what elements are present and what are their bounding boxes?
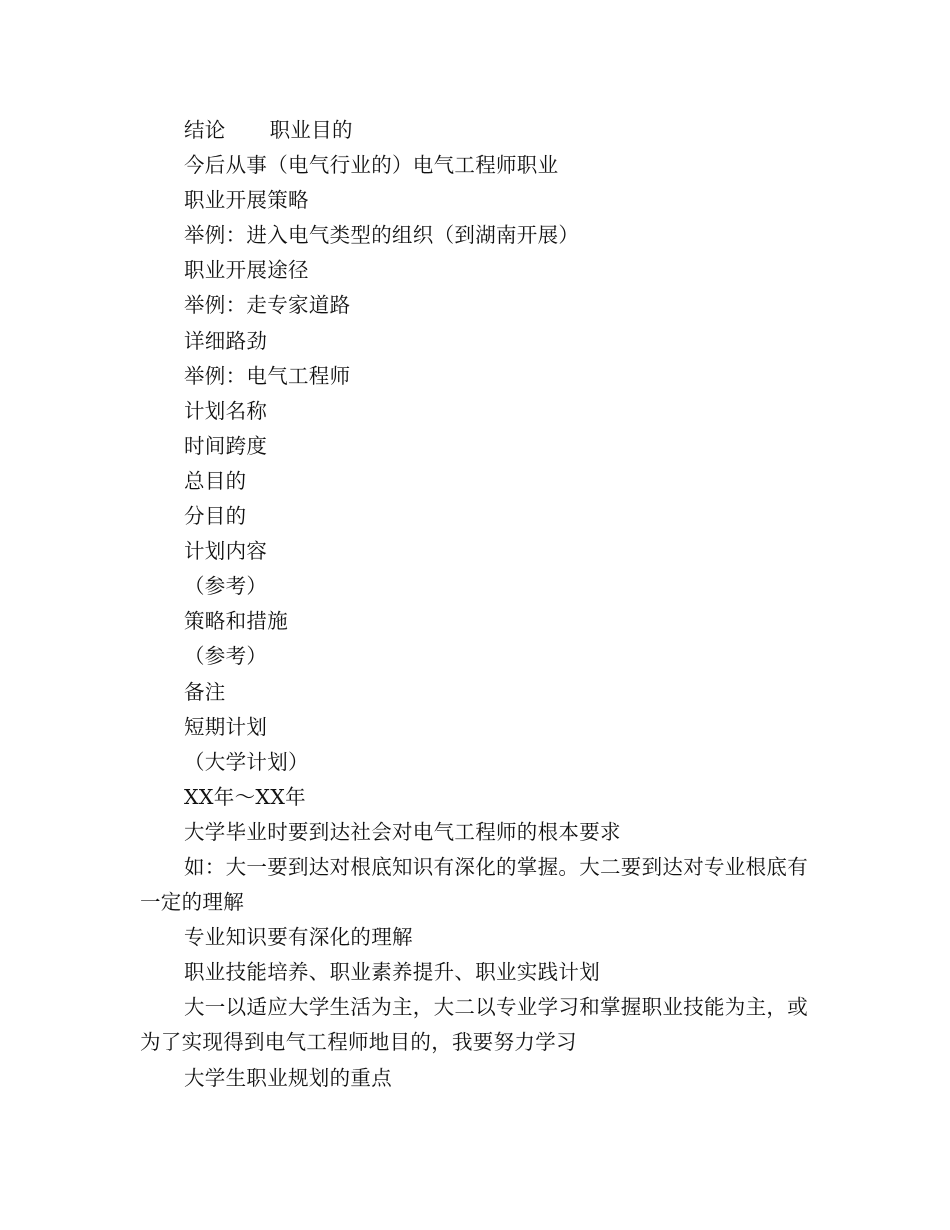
paragraph: 策略和措施 <box>184 609 288 634</box>
paragraph: 总目的 <box>184 468 247 493</box>
paragraph: 大学毕业时要到达社会对电气工程师的根本要求 <box>184 819 621 844</box>
paragraph: 举例：电气工程师 <box>184 363 351 388</box>
paragraph: 详细路劲 <box>184 328 268 353</box>
paragraph: 举例：进入电气类型的组织（到湖南开展） <box>184 223 580 248</box>
heading-line <box>140 113 820 148</box>
paragraph: （大学计划） <box>184 749 309 774</box>
heading-value: 职业目的 <box>269 118 353 142</box>
paragraph: 举例：走专家道路 <box>184 293 351 318</box>
paragraph: 分目的 <box>184 504 247 529</box>
paragraph: 大学生职业规划的重点 <box>184 1065 392 1090</box>
paragraph: （参考） <box>184 644 268 669</box>
paragraph: 计划名称 <box>184 398 268 423</box>
paragraph: 职业开展途径 <box>184 258 309 283</box>
paragraph: （参考） <box>184 574 268 599</box>
paragraph: 职业开展策略 <box>184 188 309 213</box>
paragraph: 职业技能培养、职业素养提升、职业实践计划 <box>184 960 600 985</box>
paragraph: 计划内容 <box>184 539 268 564</box>
paragraph: 如：大一要到达对根底知识有深化的掌握。大二要到达对专业根底有一定的理解 <box>140 854 808 915</box>
paragraph: 今后从事（电气行业的）电气工程师职业 <box>184 153 559 178</box>
paragraph: 时间跨度 <box>184 433 268 458</box>
paragraph: 专业知识要有深化的理解 <box>184 925 413 950</box>
paragraph: XX年～XX年 <box>184 784 306 809</box>
paragraph: 大一以适应大学生活为主，大二以专业学习和掌握职业技能为主，或为了实现得到电气工程师地目的，我要努力学习 <box>140 995 808 1055</box>
heading-label: 结论 <box>184 118 226 142</box>
document-body <box>140 113 820 1096</box>
paragraph: 短期计划 <box>184 714 268 739</box>
paragraph: 备注 <box>184 679 226 704</box>
